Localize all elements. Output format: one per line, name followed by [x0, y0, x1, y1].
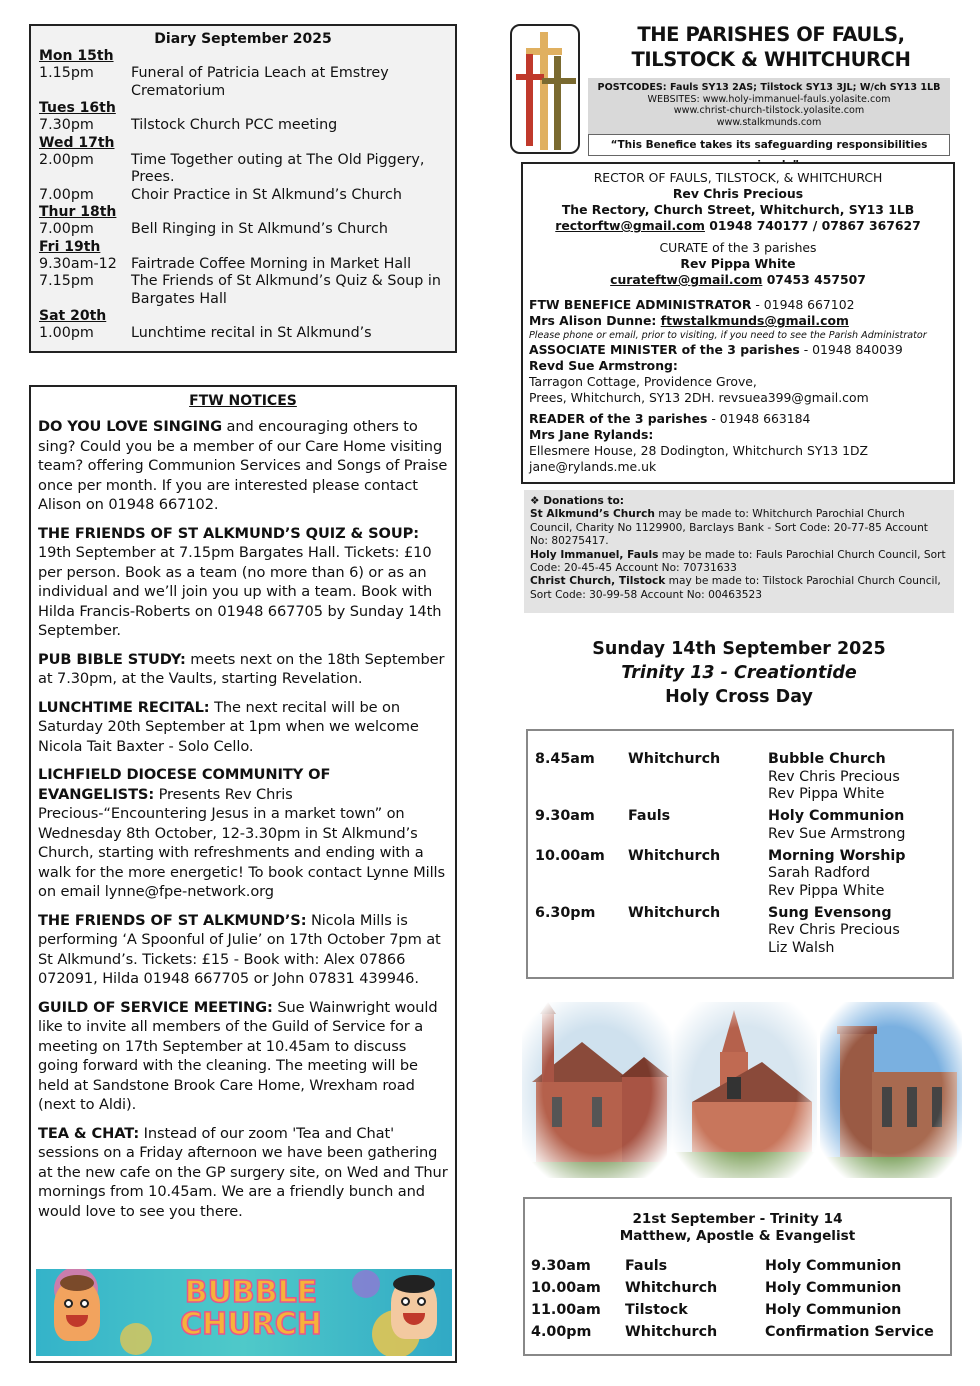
- service-row: [535, 848, 945, 901]
- church-photo-2-icon: [672, 1002, 817, 1178]
- diary-event-time: 1.00pm: [39, 325, 94, 341]
- sunday-feast: Holy Cross Day: [665, 687, 813, 707]
- notice-heading: LICHFIELD DIOCESE COMMUNITY OF EVANGELISTS:: [38, 766, 331, 803]
- notice-item: [38, 1124, 448, 1222]
- next-service-time: 10.00am: [531, 1280, 601, 1296]
- next-service-name: Holy Communion: [765, 1280, 902, 1296]
- notice-item: [38, 698, 448, 757]
- next-service-place: Tilstock: [625, 1302, 688, 1318]
- diary-list: [39, 48, 447, 343]
- curate-phone: 07453 457507: [762, 272, 866, 287]
- sunday-season: Trinity 13 - Creationtide: [621, 663, 857, 683]
- diary-event: [39, 273, 447, 308]
- church-photo-1-icon: [522, 1002, 672, 1178]
- service-row: [535, 751, 945, 804]
- notice-heading: THE FRIENDS OF ST ALKMUND’S:: [38, 911, 307, 929]
- notice-body: 19th September at 7.15pm Bargates Hall. Tickets: £10 per person. Book as a team (no more than 6) or as an individual and we’ll join you up with a team. Book with Hilda Francis-Roberts on 01948 667705 by Sunday 14th September.: [38, 544, 442, 639]
- sunday-date: Sunday 14th September 2025: [592, 639, 886, 659]
- notice-body: Presents Rev Chris Precious-“Encountering Jesus in a market town” on Wednesday 8th October, 12-3.30pm in St Alkmund’s Church, starting with refreshments and ending with a walk for the more energetic! To book contact Lynne Mills on email lynne@fpe-network.org: [38, 785, 446, 900]
- puppet-left-icon: [54, 1281, 100, 1341]
- bubble-church-banner: [36, 1269, 452, 1356]
- notice-item: [38, 524, 448, 641]
- diamond-bullet-icon: ❖: [530, 495, 544, 507]
- cross-logo-icon: [510, 24, 580, 154]
- clergy-contacts-box: [521, 162, 955, 484]
- sunday-heading: [524, 637, 954, 709]
- notices-title: FTW NOTICES: [189, 393, 297, 409]
- notice-body: Instead of our zoom 'Tea and Chat' sessions on a Friday afternoon we have been gathering at the new cafe on the GP surgery site, on Wed and Thur mornings from 10.45am. We are a friendly bunch and would love to see you there.: [38, 1124, 448, 1220]
- diary-event-time: 7.15pm: [39, 273, 94, 289]
- next-service-time: 9.30am: [531, 1258, 591, 1274]
- donation-item: [530, 575, 948, 602]
- diary-event-desc: The Friends of St Alkmund’s Quiz & Soup in Bargates Hall: [131, 273, 441, 307]
- service-person: Sarah Radford: [768, 865, 871, 881]
- service-person: Rev Chris Precious: [768, 922, 900, 938]
- notice-body: meets next on the 18th September at 7.30pm, at the Vaults, starting Revelation.: [38, 650, 445, 687]
- diary-event-desc: Funeral of Patricia Leach at Emstrey Crematorium: [131, 65, 389, 99]
- safeguarding-statement: “This Benefice takes its safeguarding responsibilities: [588, 134, 950, 156]
- notice-item: [38, 911, 448, 989]
- next-service-name: Holy Communion: [765, 1258, 902, 1274]
- reader-email: jane@rylands.me.uk: [529, 459, 657, 474]
- services-list: [535, 751, 945, 957]
- admin-note: Please phone or email, prior to visiting, if you need to see the Parish Administrator: [529, 330, 927, 341]
- diary-event: [39, 256, 447, 274]
- websites-list: [588, 94, 950, 129]
- banner-line-1: BUBBLE: [184, 1275, 318, 1310]
- diary-title: Diary September 2025: [154, 31, 332, 47]
- notice-heading: THE FRIENDS OF ST ALKMUND’S QUIZ & SOUP:: [38, 524, 419, 542]
- donations-box: [524, 490, 954, 613]
- next-service-row: [531, 1299, 944, 1321]
- next-service-row: [531, 1277, 944, 1299]
- next-sunday-box: [523, 1197, 952, 1356]
- next-service-time: 4.00pm: [531, 1324, 592, 1340]
- next-service-time: 11.00am: [531, 1302, 601, 1318]
- bubble-church-text: [156, 1277, 346, 1341]
- notice-item: [38, 765, 448, 902]
- service-name: Holy Communion: [768, 808, 905, 824]
- donations-list: [530, 508, 948, 602]
- diary-event-time: 7.00pm: [39, 221, 94, 237]
- diary-event-time: 7.00pm: [39, 186, 94, 203]
- assoc-address-1: Tarragon Cottage, Providence Grove,: [529, 374, 757, 389]
- website-line[interactable]: www.stalkmunds.com: [716, 116, 822, 128]
- banner-line-2: CHURCH: [180, 1307, 322, 1342]
- diary-event: [39, 221, 447, 239]
- service-place: Fauls: [628, 808, 671, 824]
- diary-day: Sat 20th: [39, 308, 107, 324]
- reader-name: Mrs Jane Rylands:: [529, 427, 654, 442]
- church-photos: [522, 1002, 962, 1178]
- next-service-place: Fauls: [625, 1258, 668, 1274]
- diary-event-desc: Choir Practice in St Alkmund’s Church: [131, 186, 402, 203]
- reader-address: Ellesmere House, 28 Dodington, Whitchurch SY13 1DZ: [529, 443, 868, 458]
- next-sunday-line-2: Matthew, Apostle & Evangelist: [619, 1228, 856, 1244]
- service-time: 8.45am: [535, 751, 595, 767]
- diary-day: Thur 18th: [39, 204, 117, 220]
- postcodes: POSTCODES: Fauls SY13 2AS; Tilstock SY13 3JL; W/ch SY13 1LB: [597, 82, 941, 93]
- next-services-list: [531, 1255, 944, 1343]
- next-service-name: Confirmation Service: [765, 1324, 934, 1340]
- notice-heading: LUNCHTIME RECITAL:: [38, 698, 210, 716]
- donation-details: may be made to: Tilstock Parochial Church Council, Sort Code: 30-99-58 Account No: 00463523: [530, 575, 941, 601]
- service-place: Whitchurch: [628, 751, 721, 767]
- diary-event: [39, 117, 447, 135]
- notice-body: Sue Wainwright would like to invite all members of the Guild of Service for a meeting on 17th September at 10.45am to discuss going forward with the cleaning. The meeting will be held at Sandstone Brook Care Home, Wrexham road (next to Aldi).: [38, 998, 438, 1113]
- service-name: Sung Evensong: [768, 904, 892, 921]
- donation-item: [530, 508, 948, 548]
- service-person: Rev Chris Precious: [768, 768, 900, 785]
- website-line[interactable]: www.christ-church-tilstock.yolasite.com: [673, 105, 865, 116]
- next-sunday-line-1: 21st September - Trinity 14: [632, 1211, 843, 1227]
- diary-event-desc: Time Together outing at The Old Piggery, Prees.: [131, 151, 425, 185]
- diary-event-time: 7.30pm: [39, 117, 94, 133]
- service-time: 10.00am: [535, 847, 605, 864]
- diary-event-time: 9.30am-12: [39, 255, 117, 272]
- service-person: Rev Sue Armstrong: [768, 825, 906, 842]
- service-name: Bubble Church: [768, 751, 886, 767]
- assoc-role: ASSOCIATE MINISTER of the 3 parishes: [529, 342, 800, 357]
- diary-day: Fri 19th: [39, 238, 101, 255]
- church-photo-3-icon: [820, 1002, 962, 1178]
- admin-email[interactable]: ftwstalkmunds@gmail.com: [660, 313, 849, 328]
- website-line[interactable]: WEBSITES: www.holy-immanuel-fauls.yolasite.com: [647, 93, 891, 105]
- donation-details: may be made to: Fauls Parochial Church Council, Sort Code: 20-45-45 Account No: 70731633: [530, 548, 946, 575]
- puppet-right-icon: [391, 1279, 437, 1339]
- service-person: Rev Pippa White: [768, 882, 885, 899]
- notice-list: [38, 417, 448, 1221]
- rector-email[interactable]: rectorftw@gmail.com: [555, 218, 705, 233]
- notice-heading: GUILD OF SERVICE MEETING:: [38, 998, 273, 1016]
- title-line-2: TILSTOCK & WHITCHURCH: [631, 48, 911, 71]
- service-place: Whitchurch: [628, 904, 721, 921]
- diary-event: [39, 325, 447, 343]
- donations-title: Donations to:: [543, 495, 625, 507]
- notice-item: [38, 650, 448, 689]
- notice-heading: DO YOU LOVE SINGING: [38, 418, 222, 435]
- service-time: 9.30am: [535, 808, 595, 824]
- donation-item: [530, 549, 948, 576]
- service-time: 6.30pm: [535, 904, 596, 921]
- rector-role: RECTOR OF FAULS, TILSTOCK, & WHITCHURCH: [593, 170, 883, 185]
- next-service-place: Whitchurch: [625, 1324, 718, 1340]
- reader-role: READER of the 3 parishes: [529, 411, 708, 426]
- service-details: [768, 751, 945, 804]
- rector-address: The Rectory, Church Street, Whitchurch, SY13 1LB: [561, 202, 915, 217]
- donation-church: St Alkmund’s Church: [530, 508, 655, 521]
- next-service-row: [531, 1255, 944, 1277]
- diary-event-time: 1.15pm: [39, 65, 94, 81]
- rector-name: Rev Chris Precious: [672, 186, 804, 201]
- donation-details: may be made to: Whitchurch Parochial Church Council, Charity No 1129900, Barclays Bank - Sort Code: 20-77-85 Account No: 80275417.: [530, 508, 928, 548]
- notice-body: Nicola Mills is performing ‘A Spoonful of Julie’ on 17th October 7pm at St Alkmund’s. Tickets: £15 - Book with: Alex 07866 072091, Hilda 01948 667705 or John 07831 439946.: [38, 911, 441, 987]
- notice-heading: PUB BIBLE STUDY:: [38, 650, 186, 668]
- service-person: Liz Walsh: [768, 939, 835, 956]
- admin-phone: - 01948 667102: [751, 297, 855, 312]
- notice-body: The next recital will be on Saturday 20th September at 1pm when we welcome Nicola Tait Baxter - Solo Cello.: [38, 698, 419, 755]
- diary-event: [39, 65, 447, 100]
- postcodes-websites-box: [588, 78, 950, 134]
- notice-item: [38, 417, 448, 515]
- service-details: [768, 808, 945, 843]
- notice-heading: TEA & CHAT:: [38, 1124, 140, 1142]
- curate-email[interactable]: curateftw@gmail.com: [610, 272, 763, 287]
- diary-event-desc: Tilstock Church PCC meeting: [131, 117, 338, 133]
- next-service-place: Whitchurch: [625, 1280, 718, 1296]
- curate-role: CURATE of the 3 parishes: [659, 240, 817, 255]
- parish-title: [590, 22, 952, 72]
- admin-name: Mrs Alison Dunne:: [529, 313, 661, 328]
- next-service-name: Holy Communion: [765, 1302, 902, 1318]
- notice-item: [38, 998, 448, 1115]
- service-person: Rev Pippa White: [768, 786, 885, 802]
- notices-box: [29, 385, 457, 1363]
- service-name: Morning Worship: [768, 847, 906, 864]
- service-place: Whitchurch: [628, 847, 721, 864]
- assoc-phone: - 01948 840039: [799, 342, 903, 357]
- donation-church: Holy Immanuel, Fauls: [530, 548, 659, 561]
- diary-day: Wed 17th: [39, 134, 115, 151]
- diary-event-desc: Lunchtime recital in St Alkmund’s: [131, 325, 372, 341]
- reader-phone: - 01948 663184: [707, 411, 811, 426]
- diary-day: Mon 15th: [39, 48, 114, 64]
- diary-day: Tues 16th: [39, 100, 116, 116]
- curate-name: Rev Pippa White: [680, 256, 796, 271]
- diary-event-desc: Fairtrade Coffee Morning in Market Hall: [131, 255, 412, 272]
- assoc-name: Revd Sue Armstrong:: [529, 358, 678, 373]
- diary-box: [29, 24, 457, 353]
- diary-event: [39, 152, 447, 187]
- diary-event-desc: Bell Ringing in St Alkmund’s Church: [131, 221, 388, 237]
- service-details: [768, 848, 945, 901]
- service-row: [535, 808, 945, 843]
- rector-phones: 01948 740177 / 07867 367627: [704, 218, 921, 233]
- assoc-address-2: Prees, Whitchurch, SY13 2DH. revsuea399@gmail.com: [529, 390, 869, 405]
- admin-role: FTW BENEFICE ADMINISTRATOR: [529, 297, 752, 312]
- service-row: [535, 905, 945, 958]
- donation-church: Christ Church, Tilstock: [530, 575, 666, 588]
- diary-event-time: 2.00pm: [39, 151, 94, 168]
- next-service-row: [531, 1321, 944, 1343]
- title-line-1: THE PARISHES OF FAULS,: [637, 23, 905, 46]
- service-details: [768, 905, 945, 958]
- diary-event: [39, 187, 447, 205]
- services-box: [526, 729, 954, 979]
- notice-body: and encouraging others to sing? Could you be a member of our Care Home visiting team? offering Communion Services and Songs of Praise once per month. If you are interested please contact Alison on 01948 667102.: [38, 418, 448, 513]
